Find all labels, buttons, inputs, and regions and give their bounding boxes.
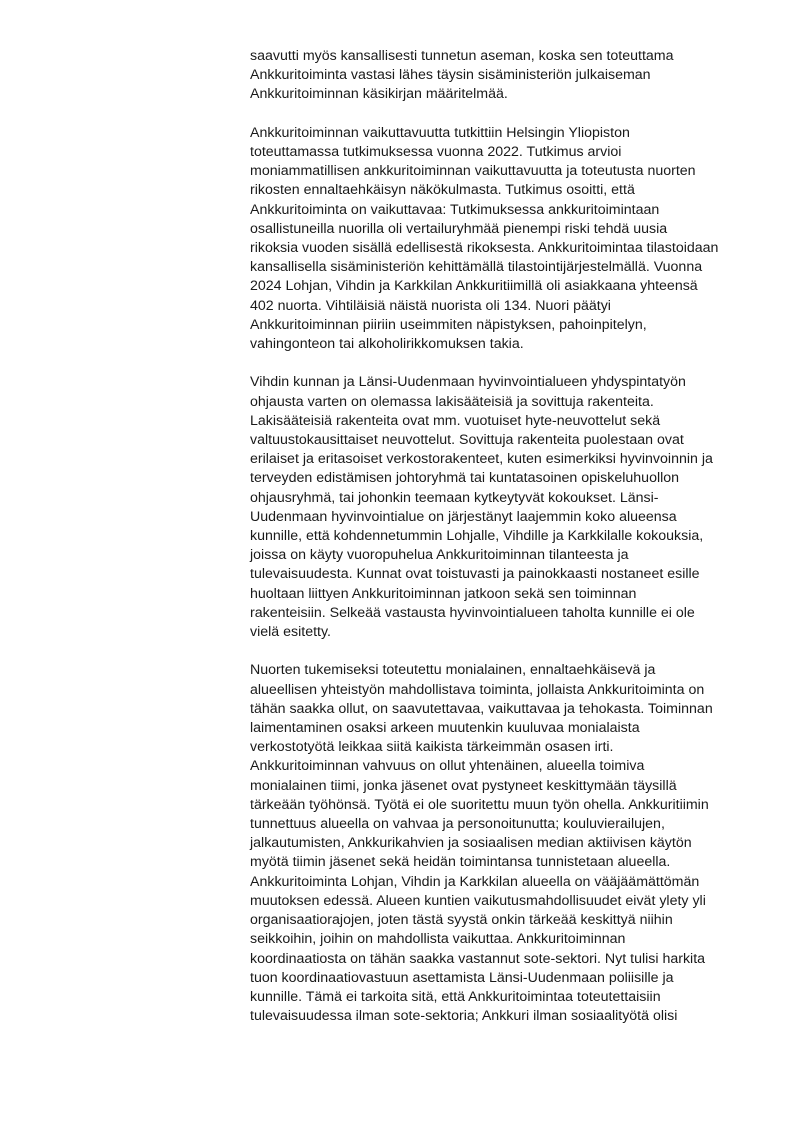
- text-line: erilaiset ja eritasoiset verkostorakenteet, kuten esimerkiksi hyvinvoinnin ja: [250, 451, 713, 468]
- text-line: Ankkuritoiminta Lohjan, Vihdin ja Karkkilan alueella on vääjäämättömän: [250, 873, 700, 890]
- text-line: 2024 Lohjan, Vihdin ja Karkkilan Ankkuritiimillä oli asiakkaana yhteensä: [250, 278, 698, 295]
- text-line: terveyden edistämisen johtoryhmä tai kuntatasoinen opiskeluhuollon: [250, 470, 680, 487]
- text-line: tulevaisuudessa ilman sote-sektoria; Ankkuri ilman sosiaalityötä olisi: [250, 1008, 678, 1025]
- text-line: Ankkuritoiminnan vaikuttavuutta tutkittiin Helsingin Yliopiston: [250, 124, 630, 141]
- text-line: huoltaan liittyen Ankkuritoiminnan jatkoon sekä sen toiminnan: [250, 585, 637, 602]
- text-line: Uudenmaan hyvinvointialue on järjestänyt laajemmin koko alueensa: [250, 508, 677, 525]
- text-line: kansallisella sisäministeriön kehittämällä tilastointijärjestelmällä. Vuonna: [250, 259, 703, 276]
- text-line: moniammatillisen ankkuritoiminnan vaikuttavuutta ja toteutusta nuorten: [250, 163, 696, 180]
- text-line: monialainen tiimi, jonka jäsenet ovat pystyneet keskittymään täysillä: [250, 777, 677, 794]
- text-line: 402 nuorta. Vihtiläisiä näistä nuorista oli 134. Nuori päätyi: [250, 297, 611, 314]
- text-line: myötä tiimin jäsenet sekä heidän toimintansa tunnistetaan alueella.: [250, 854, 671, 871]
- text-line: laimentaminen osaksi arkeen muutenkin kuuluvaa monialaista: [250, 720, 640, 737]
- text-line: Ankkuritoiminta vastasi lähes täysin sisäministeriön julkaiseman: [250, 67, 651, 84]
- text-line: rikoksia vuoden sisällä edellisestä rikoksesta. Ankkuritoimintaa tilastoidaan: [250, 240, 719, 257]
- text-line: organisaatiorajojen, joten tästä syystä onkin tärkeää keskittyä niihin: [250, 912, 673, 929]
- text-line: rikosten ennaltaehkäisyn näkökulmasta. Tutkimus osoitti, että: [250, 182, 635, 199]
- text-line: rakenteisiin. Selkeää vastausta hyvinvointialueen taholta kunnille ei ole: [250, 604, 695, 621]
- text-line: tärkeään työhönsä. Työtä ei ole suoritettu muun työn ohella. Ankkuritiimin: [250, 796, 709, 813]
- text-line: tuon koordinaatiovastuun asettamista Länsi-Uudenmaan poliisille ja: [250, 969, 674, 986]
- text-line: valtuustokausittaiset neuvottelut. Sovittuja rakenteita puolestaan ovat: [250, 432, 684, 449]
- text-line: kunnille, että kohdennetummin Lohjalle, Vihdille ja Karkkilalle kokouksia,: [250, 528, 704, 545]
- text-line: jalkautumisten, Ankkurikahvien ja sosiaalisen median aktiivisen käytön: [250, 835, 692, 852]
- text-line: muutoksen edessä. Alueen kuntien vaikutusmahdollisuudet eivät ylety yli: [250, 892, 706, 909]
- text-line: joissa on käyty vuoropuhelua Ankkuritoiminnan tilanteesta ja: [250, 547, 629, 564]
- paragraph-1: [250, 47, 730, 105]
- text-line: Ankkuritoiminnan käsikirjan määritelmää.: [250, 86, 508, 103]
- paragraph-3: [250, 373, 730, 642]
- text-line: verkostotyötä leikkaa siitä kaikista tärkeimmän osasen irti.: [250, 739, 614, 756]
- text-line: Nuorten tukemiseksi toteutettu monialainen, ennaltaehkäisevä ja: [250, 662, 656, 679]
- paragraph-4: [250, 661, 730, 1026]
- text-line: Ankkuritoiminta on vaikuttavaa: Tutkimuksessa ankkuritoimintaan: [250, 201, 660, 218]
- text-line: Vihdin kunnan ja Länsi-Uudenmaan hyvinvointialueen yhdyspintatyön: [250, 374, 686, 391]
- text-line: seikkoihin, joihin on mahdollista vaikuttaa. Ankkuritoiminnan: [250, 931, 626, 948]
- text-line: kunnille. Tämä ei tarkoita sitä, että Ankkuritoimintaa toteutettaisiin: [250, 988, 661, 1005]
- document-body: [250, 47, 730, 1046]
- text-line: vahingonteon tai alkoholirikkomuksen takia.: [250, 336, 524, 353]
- text-line: toteuttamassa tutkimuksessa vuonna 2022. Tutkimus arvioi: [250, 144, 622, 160]
- text-line: osallistuneilla nuorilla oli vertailuryhmää pienempi riski tehdä uusia: [250, 220, 668, 237]
- text-line: Lakisääteisiä rakenteita ovat mm. vuotuiset hyte-neuvottelut sekä: [250, 412, 661, 429]
- text-line: tulevaisuudesta. Kunnat ovat toistuvasti ja painokkaasti nostaneet esille: [250, 566, 700, 583]
- text-line: tähän saakka ollut, on saavutettavaa, vaikuttavaa ja tehokasta. Toiminnan: [250, 700, 713, 717]
- text-line: Ankkuritoiminnan piiriin useimmiten näpistyksen, pahoinpitelyn,: [250, 316, 647, 333]
- text-line: saavutti myös kansallisesti tunnetun aseman, koska sen toteuttama: [250, 48, 674, 64]
- text-line: tunnettuus alueella on vahvaa ja personoitunutta; kouluvierailujen,: [250, 816, 665, 833]
- text-line: vielä esitetty.: [250, 624, 331, 641]
- text-line: ohjausta varten on olemassa lakisääteisiä ja sovittuja rakenteita.: [250, 393, 654, 410]
- text-line: alueellisen yhteistyön mahdollistava toiminta, jollaista Ankkuritoiminta on: [250, 681, 705, 698]
- text-line: Ankkuritoiminnan vahvuus on ollut yhtenäinen, alueella toimiva: [250, 758, 645, 775]
- text-line: koordinaatiosta on tähän saakka vastannut sote-sektori. Nyt tulisi harkita: [250, 950, 706, 967]
- text-line: ohjausryhmä, tai johonkin teemaan kytkeytyvät kokoukset. Länsi-: [250, 489, 659, 506]
- paragraph-2: [250, 124, 730, 354]
